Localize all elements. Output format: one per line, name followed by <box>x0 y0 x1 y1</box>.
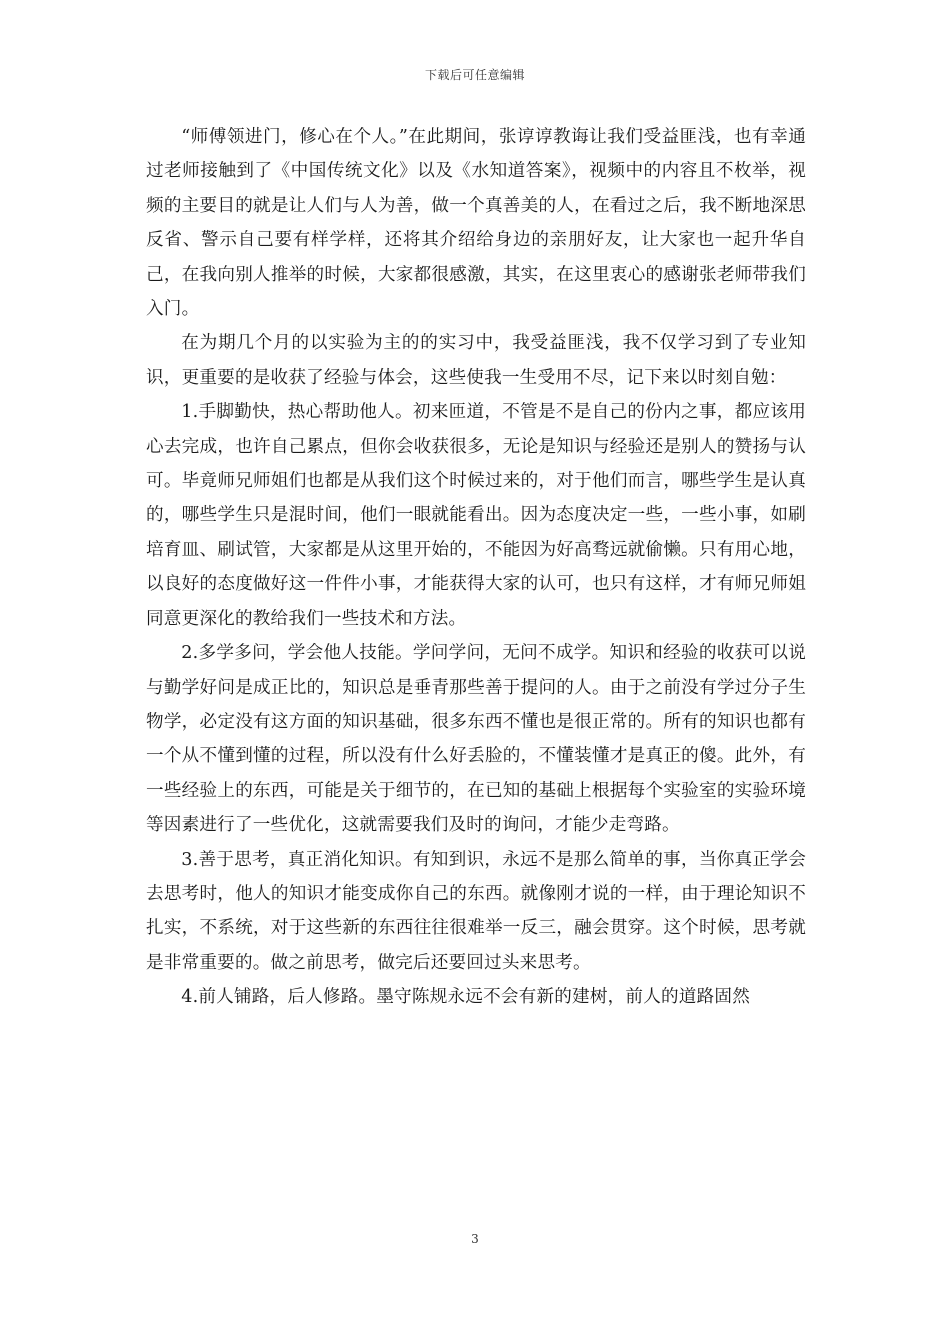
document-body <box>146 120 806 1015</box>
page-number: 3 <box>471 1232 479 1246</box>
paragraph-point-1: 1.手脚勤快，热心帮助他人。初来匝道，不管是不是自己的份内之事，都应该用心去完成，也许自己累点，但你会收获很多，无论是知识与经验还是别人的赞扬与认可。毕竟师兄师姐们也都是从我们这个时候过来的，对于他们而言，哪些学生是认真的，哪些学生只是混时间，他们一眼就能看出。因为态度决定一些，一些小事，如刷培育皿、刷试管，大家都是从这里开始的，不能因为好高骛远就偷懒。只有用心地，以良好的态度做好这一件件小事，才能获得大家的认可，也只有这样，才有师兄师姐同意更深化的教给我们一些技术和方法。 <box>146 402 806 629</box>
paragraph-point-4: 4.前人铺路，后人修路。墨守陈规永远不会有新的建树，前人的道路固然 <box>181 987 750 1008</box>
page-header: 下载后可任意编辑 <box>424 68 525 82</box>
paragraph-internship: 在为期几个月的以实验为主的的实习中，我受益匪浅，我不仅学习到了专业知识，更重要的是收获了经验与体会，这些使我一生受用不尽，记下来以时刻自勉： <box>146 333 806 388</box>
paragraph-intro: “师傅领进门，修心在个人。”在此期间，张谆谆教诲让我们受益匪浅，也有幸通过老师接触到了《中国传统文化》以及《水知道答案》，视频中的内容且不枚举，视频的主要目的就是让人们与人为善，做一个真善美的人，在看过之后，我不断地深思反省、警示自己要有样学样，还将其介绍给身边的亲朋好友，让大家也一起升华自己，在我向别人推举的时候，大家都很感激，其实，在这里衷心的感谢张老师带我们入门。 <box>146 127 806 320</box>
paragraph-point-2: 2.多学多问，学会他人技能。学问学问，无问不成学。知识和经验的收获可以说与勤学好问是成正比的，知识总是垂青那些善于提问的人。由于之前没有学过分子生物学，必定没有这方面的知识基础，很多东西不懂也是很正常的。所有的知识也都有一个从不懂到懂的过程，所以没有什么好丢脸的，不懂装懂才是真正的傻。此外，有一些经验上的东西，可能是关于细节的，在已知的基础上根据每个实验室的实验环境等因素进行了一些优化，这就需要我们及时的询问，才能少走弯路。 <box>146 643 806 836</box>
paragraph-point-3: 3.善于思考，真正消化知识。有知到识，永远不是那么简单的事，当你真正学会去思考时，他人的知识才能变成你自己的东西。就像刚才说的一样，由于理论知识不扎实，不系统，对于这些新的东西往往很难举一反三，融会贯穿。这个时候，思考就是非常重要的。做之前思考，做完后还要回过头来思考。 <box>146 849 806 973</box>
